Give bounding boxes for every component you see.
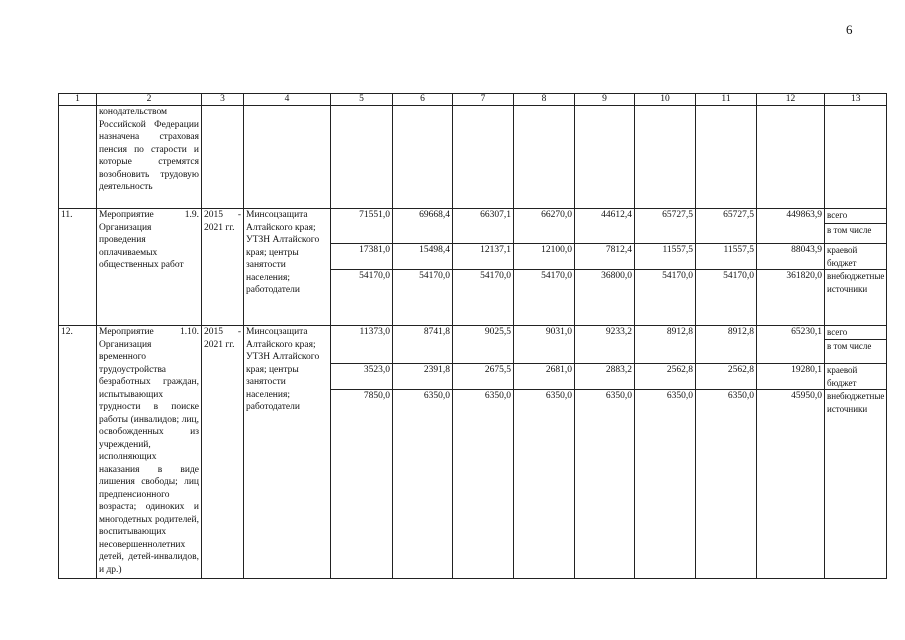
value-cell: 2391,8 — [393, 364, 453, 390]
value-cell — [514, 340, 575, 364]
value-cell: 6350,0 — [635, 390, 696, 579]
program-table — [58, 93, 887, 579]
value-cell: 12137,1 — [453, 244, 514, 270]
value-cell — [514, 224, 575, 244]
value-cell — [696, 340, 757, 364]
value-cell: 65727,5 — [696, 209, 757, 224]
header-cell: 6 — [393, 94, 453, 106]
header-cell: 11 — [696, 94, 757, 106]
value-cell: 2562,8 — [696, 364, 757, 390]
header-cell: 10 — [635, 94, 696, 106]
value-cell: 2883,2 — [575, 364, 635, 390]
executors: Минсоцзащита Алтайского края; УТЗН Алтайского края; центры занятости населения; работодатели — [244, 209, 331, 326]
value-cell: 6350,0 — [696, 390, 757, 579]
period: 2015 - 2021 гг. — [202, 326, 244, 579]
value-cell: 8912,8 — [635, 326, 696, 340]
value-cell: 19280,1 — [757, 364, 825, 390]
value-cell: 2681,0 — [514, 364, 575, 390]
header-cell: 8 — [514, 94, 575, 106]
value-cell: 15498,4 — [393, 244, 453, 270]
row-number: 11. — [59, 209, 97, 326]
funding-source: всего — [825, 326, 887, 340]
value-cell: 361820,0 — [757, 270, 825, 326]
funding-source: внебюджетные источники — [825, 390, 887, 579]
continuation-row — [59, 106, 887, 209]
value-cell: 66307,1 — [453, 209, 514, 224]
header-cell: 7 — [453, 94, 514, 106]
value-cell: 54170,0 — [393, 270, 453, 326]
value-cell: 7812,4 — [575, 244, 635, 270]
value-cell: 9025,5 — [453, 326, 514, 340]
value-cell: 44612,4 — [575, 209, 635, 224]
header-cell: 4 — [244, 94, 331, 106]
header-cell: 12 — [757, 94, 825, 106]
value-cell: 17381,0 — [331, 244, 393, 270]
funding-source: внебюджетные источники — [825, 270, 887, 326]
value-cell — [696, 224, 757, 244]
value-cell: 8741,8 — [393, 326, 453, 340]
row-number: 12. — [59, 326, 97, 579]
value-cell: 3523,0 — [331, 364, 393, 390]
page-number: 6 — [846, 22, 853, 37]
header-cell: 1 — [59, 94, 97, 106]
value-cell: 11557,5 — [696, 244, 757, 270]
value-cell: 6350,0 — [575, 390, 635, 579]
value-cell: 2562,8 — [635, 364, 696, 390]
value-cell — [453, 340, 514, 364]
value-cell: 54170,0 — [331, 270, 393, 326]
value-cell: 9233,2 — [575, 326, 635, 340]
value-cell: 88043,9 — [757, 244, 825, 270]
value-cell — [635, 340, 696, 364]
header-cell: 5 — [331, 94, 393, 106]
value-cell: 11557,5 — [635, 244, 696, 270]
value-cell: 65230,1 — [757, 326, 825, 340]
value-cell: 6350,0 — [393, 390, 453, 579]
header-cell: 2 — [97, 94, 202, 106]
value-cell: 54170,0 — [635, 270, 696, 326]
header-cell: 13 — [825, 94, 887, 106]
funding-source: краевой бюджет — [825, 244, 887, 270]
measure-name: Мероприятие 1.10. Организация временного трудоустройства безработных граждан, испытывающих трудности в поиске работы (инвалидов; лиц, освобожденных из учреждений, исполняющих наказания в виде лишения свободы; лиц предпенсионного возраста; одиноких и многодетных родителей, воспитывающих несовершеннолетних детей, детей-инвалидов, и др.) — [97, 326, 202, 579]
value-cell — [757, 224, 825, 244]
table-row — [59, 209, 887, 224]
value-cell — [331, 340, 393, 364]
value-cell: 36800,0 — [575, 270, 635, 326]
value-cell — [757, 340, 825, 364]
header-row — [59, 94, 887, 106]
value-cell — [331, 224, 393, 244]
value-cell: 6350,0 — [453, 390, 514, 579]
funding-source: всего — [825, 209, 887, 224]
value-cell: 65727,5 — [635, 209, 696, 224]
value-cell: 8912,8 — [696, 326, 757, 340]
executors: Минсоцзащита Алтайского края; УТЗН Алтайского края; центры занятости населения; работодатели — [244, 326, 331, 579]
value-cell — [453, 224, 514, 244]
continuation-text: конодательством Российской Федерации назначена страховая пенсия по старости и которые стремятся возобновить трудовую деятельность — [97, 106, 202, 209]
value-cell: 71551,0 — [331, 209, 393, 224]
value-cell: 54170,0 — [514, 270, 575, 326]
value-cell: 12100,0 — [514, 244, 575, 270]
value-cell — [393, 224, 453, 244]
value-cell: 69668,4 — [393, 209, 453, 224]
value-cell — [575, 340, 635, 364]
value-cell: 54170,0 — [696, 270, 757, 326]
funding-source: в том числе — [825, 340, 887, 364]
value-cell: 11373,0 — [331, 326, 393, 340]
funding-source: в том числе — [825, 224, 887, 244]
period: 2015 - 2021 гг. — [202, 209, 244, 326]
value-cell: 54170,0 — [453, 270, 514, 326]
value-cell — [635, 224, 696, 244]
value-cell: 7850,0 — [331, 390, 393, 579]
header-cell: 9 — [575, 94, 635, 106]
value-cell: 449863,9 — [757, 209, 825, 224]
value-cell — [575, 224, 635, 244]
value-cell: 66270,0 — [514, 209, 575, 224]
value-cell: 6350,0 — [514, 390, 575, 579]
measure-name: Мероприятие 1.9. Организация проведения оплачиваемых общественных работ — [97, 209, 202, 326]
value-cell: 2675,5 — [453, 364, 514, 390]
funding-source: краевой бюджет — [825, 364, 887, 390]
header-cell: 3 — [202, 94, 244, 106]
table-row — [59, 326, 887, 340]
value-cell: 9031,0 — [514, 326, 575, 340]
value-cell: 45950,0 — [757, 390, 825, 579]
value-cell — [393, 340, 453, 364]
